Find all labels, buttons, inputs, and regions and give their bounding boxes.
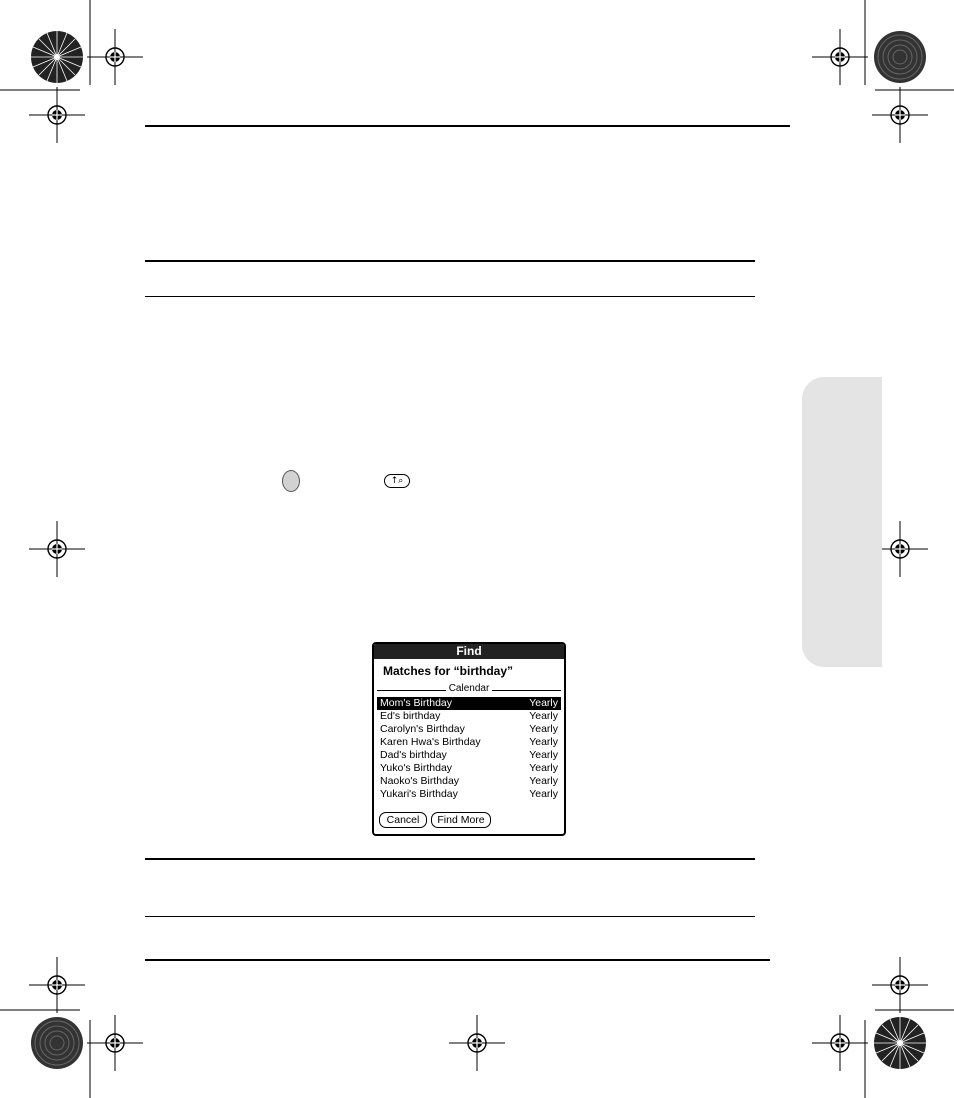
result-repeat: Yearly [529, 762, 558, 774]
command-find-icon: ↑⌕ [384, 474, 410, 488]
section-label [374, 683, 564, 694]
result-name: Dad's birthday [380, 749, 447, 761]
chapter-thumb-tab [802, 377, 882, 667]
note-rule-top [145, 858, 755, 860]
result-repeat: Yearly [529, 788, 558, 800]
footer-rule [145, 959, 770, 961]
note-rule-bottom [145, 916, 755, 917]
result-row[interactable] [377, 762, 561, 775]
app-hard-button-icon [282, 470, 300, 492]
result-row[interactable] [377, 697, 561, 710]
result-name: Naoko's Birthday [380, 775, 460, 787]
result-row[interactable] [377, 710, 561, 723]
result-name: Yuko's Birthday [380, 762, 453, 774]
result-name: Carolyn's Birthday [380, 723, 465, 735]
matches-heading: Matches for “birthday” [383, 664, 514, 678]
result-repeat: Yearly [529, 775, 558, 787]
result-name: Mom's Birthday [380, 697, 453, 709]
result-row[interactable] [377, 788, 561, 801]
result-repeat: Yearly [529, 749, 558, 761]
dialog-title: Find [374, 644, 564, 659]
section-rule-bottom [145, 296, 755, 297]
header-rule [145, 125, 790, 127]
find-dialog [372, 642, 566, 836]
result-repeat: Yearly [529, 723, 558, 735]
result-row[interactable] [377, 749, 561, 762]
cancel-button[interactable]: Cancel [379, 812, 427, 828]
result-row[interactable] [377, 736, 561, 749]
result-name: Karen Hwa's Birthday [380, 736, 481, 748]
result-repeat: Yearly [529, 710, 558, 722]
result-repeat: Yearly [529, 736, 558, 748]
section-rule-top [145, 260, 755, 262]
result-name: Ed's birthday [380, 710, 441, 722]
result-repeat: Yearly [529, 697, 558, 709]
find-more-button[interactable]: Find More [431, 812, 491, 828]
section-label-text: Calendar [446, 683, 493, 694]
result-row[interactable] [377, 775, 561, 788]
result-name: Yukari's Birthday [380, 788, 458, 800]
result-row[interactable] [377, 723, 561, 736]
results-list [377, 697, 561, 801]
